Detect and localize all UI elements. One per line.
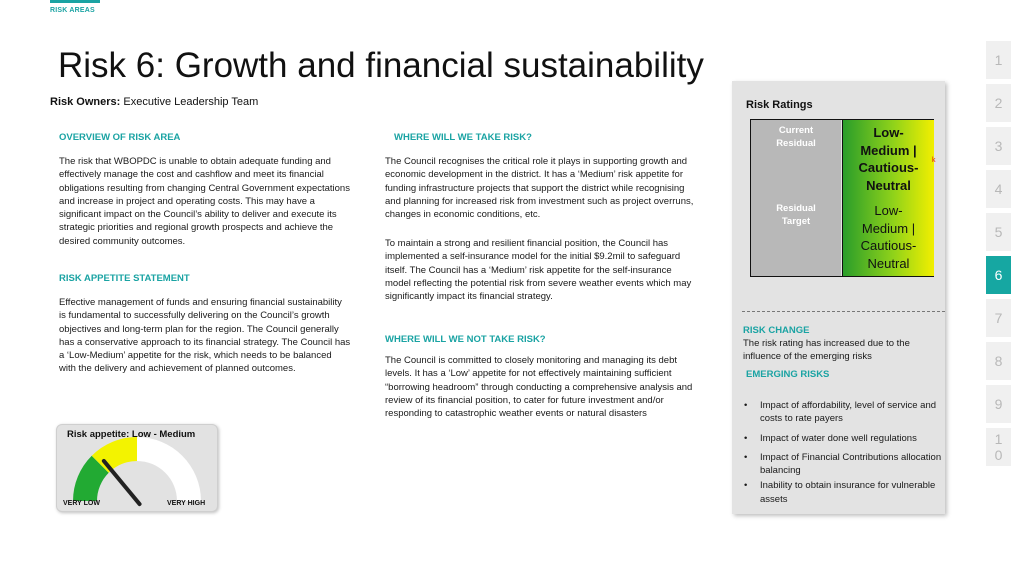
risk-owners — [50, 96, 258, 108]
appetite-statement-heading: RISK APPETITE STATEMENT — [59, 273, 190, 284]
page-tab-6[interactable]: 6 — [986, 256, 1011, 294]
current-value-line4: Neutral — [866, 177, 911, 193]
target-value-line4: Neutral — [867, 255, 910, 271]
page-tab-9[interactable]: 9 — [986, 385, 1011, 423]
target-label-line2: Target — [781, 216, 811, 227]
emerging-risks-heading: EMERGING RISKS — [746, 369, 830, 380]
current-value-line1: Low- — [873, 125, 904, 140]
emerging-risk-item: • Impact of Financial Contributions allocation balancing — [744, 451, 944, 478]
risk-owners-label: Risk Owners: — [50, 96, 121, 108]
emerging-risk-item: • Impact of affordability, level of service and costs to rate payers — [744, 399, 944, 426]
risk-change-heading: RISK CHANGE — [743, 325, 810, 336]
not-take-risk-text: The Council is committed to closely monitoring and managing its debt levels. It has a ‘Low’ appetite for not effectively maintaining sufficient “borrowing headroom” through conducting a comprehensive analysis and review of its financial position, to cater for future investment and/or responding to catastrophic weather events or natural disasters — [385, 355, 693, 420]
page-tab-8[interactable]: 8 — [986, 342, 1011, 380]
risk-ratings-panel — [732, 81, 945, 514]
gauge-segment-white — [137, 437, 201, 501]
page-tab-7[interactable]: 7 — [986, 299, 1011, 337]
page-tab-10-line2: 0 — [994, 447, 1003, 463]
target-label-line1: Residual — [776, 203, 816, 214]
current-value-line2: Medium | — [860, 142, 917, 158]
page-tab-4[interactable]: 4 — [986, 170, 1011, 208]
emerging-risk-item: • Inability to obtain insurance for vulnerable assets — [744, 479, 944, 506]
page-tab-10[interactable] — [986, 428, 1011, 466]
residual-target-value — [842, 198, 934, 276]
top-accent-bar — [50, 0, 100, 3]
gauge-title: Risk appetite: Low - Medium — [67, 429, 196, 440]
overview-heading: OVERVIEW OF RISK AREA — [59, 132, 181, 143]
current-residual-value — [842, 120, 934, 199]
risk-change-text: The risk rating has increased due to the influence of the emerging risks — [743, 338, 910, 363]
gauge-low-label: VERY LOW — [63, 500, 100, 507]
risk-rating-matrix — [750, 119, 934, 277]
current-residual-label — [751, 120, 841, 199]
emerging-risks-list — [744, 399, 944, 506]
take-risk-paragraph-1: The Council recognises the critical role it plays in supporting growth and economic development in the district. It has a ‘Medium’ risk appetite for funding infrastructure projects that support the district while recognising and planning for increased risk from investment such as project overruns, changes in economic conditions, etc. — [385, 156, 694, 221]
page-tab-2[interactable]: 2 — [986, 84, 1011, 122]
current-label-line2: Residual — [776, 138, 816, 149]
dashed-divider — [742, 311, 945, 312]
target-value-line3: Cautious- — [860, 238, 917, 253]
target-value-line2: Medium | — [861, 220, 916, 236]
page-title: Risk 6: Growth and financial sustainability — [58, 46, 704, 85]
overview-text: The risk that WBOPDC is unable to obtain adequate funding and effectively manage the cost and cashflow and meet its financial obligations resulting from changing Central Government expectations and increase in project and operating costs. This may have a significant impact on the Council’s ability to deliver and execute its strategic priorities and regional growth prospects and achieve the desired community outcomes. — [59, 156, 350, 247]
gauge-needle — [104, 461, 140, 504]
page-tab-10-line1: 1 — [994, 431, 1003, 447]
risk-appetite-gauge-card — [56, 424, 218, 512]
target-value-line1: Low- — [874, 203, 903, 218]
risk-ratings-title: Risk Ratings — [746, 99, 813, 111]
red-mark: k — [932, 157, 936, 164]
not-take-risk-heading: WHERE WILL WE NOT TAKE RISK? — [385, 334, 546, 345]
page-tab-1[interactable]: 1 — [986, 41, 1011, 79]
take-risk-paragraph-2: To maintain a strong and resilient financial position, the Council has implemented a self-insurance model for the initial $9.2mil to safeguard itself. The Council has a ‘Medium’ risk appetite for the self-insurance model reflecting the potential risk from severe weather events which may significantly impact its financial strategy. — [385, 238, 692, 303]
page-tab-3[interactable]: 3 — [986, 127, 1011, 165]
current-value-line3: Cautious- — [858, 160, 919, 175]
gauge-high-label: VERY HIGH — [167, 500, 206, 507]
section-tag: RISK AREAS — [50, 7, 95, 14]
appetite-statement-text: Effective management of funds and ensuring financial sustainability is fundamental to successfully delivering on the Council’s growth objectives and long-term plan for the region. The Council generally has a conservative approach to its financial strategy. The Council has a ‘Low-Medium’ appetite for the risk, which needs to be balanced with the delivery and achievement of planned outcomes. — [59, 297, 351, 375]
current-label-line1: Current — [778, 125, 814, 136]
residual-target-label — [751, 198, 841, 276]
page-tab-5[interactable]: 5 — [986, 213, 1011, 251]
risk-owners-value: Executive Leadership Team — [123, 96, 259, 108]
emerging-risk-item: • Impact of water done well regulations — [744, 432, 944, 445]
take-risk-heading: WHERE WILL WE TAKE RISK? — [394, 132, 532, 143]
